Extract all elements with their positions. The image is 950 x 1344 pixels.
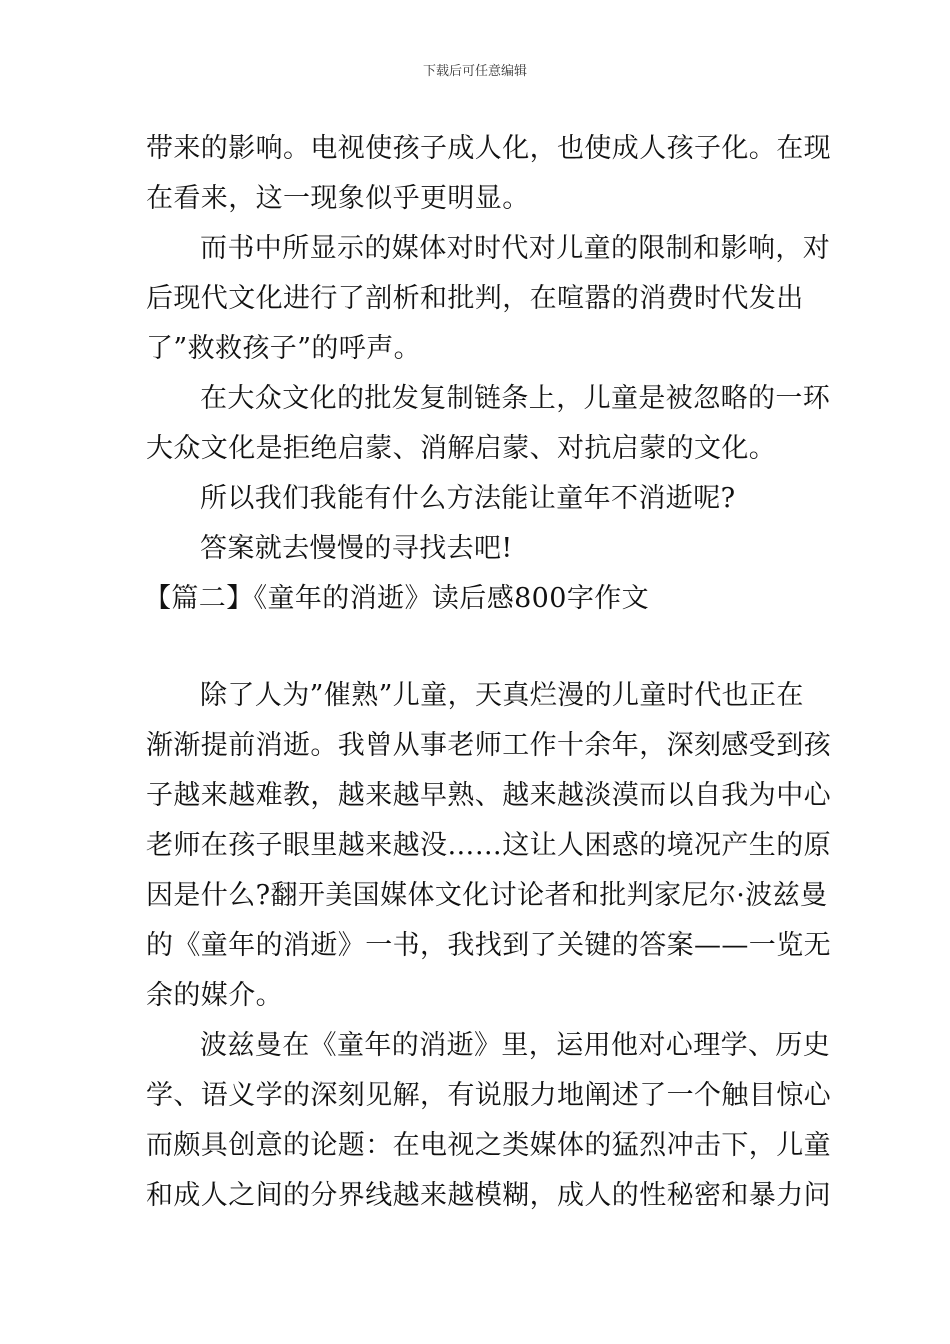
text-line: 带来的影响。电视使孩子成人化，也使成人孩子化。在现 [146,133,831,164]
text-line: 渐渐提前消逝。我曾从事老师工作十余年，深刻感受到孩 [146,730,831,761]
text-line: 因是什么?翻开美国媒体文化讨论者和批判家尼尔·波兹曼 [146,880,828,911]
text-line: 子越来越难教，越来越早熟、越来越淡漠而以自我为中心 [146,780,831,811]
paragraph-start-line: 答案就去慢慢的寻找去吧! [200,533,513,564]
text-line: 了”救救孩子”的呼声。 [146,333,422,364]
text-line: 余的媒介。 [146,980,283,1011]
text-line: 后现代文化进行了剖析和批判，在喧嚣的消费时代发出 [146,283,804,314]
paragraph-start-line: 波兹曼在《童年的消逝》里，运用他对心理学、历史 [200,1030,831,1061]
text-line: 大众文化是拒绝启蒙、消解启蒙、对抗启蒙的文化。 [146,433,777,464]
text-line: 而颇具创意的论题：在电视之类媒体的猛烈冲击下，儿童 [146,1130,831,1161]
text-line: 的《童年的消逝》一书，我找到了关键的答案——一览无 [146,930,831,961]
section-heading: 【篇二】《童年的消逝》读后感800字作文 [144,583,650,614]
paragraph-start-line: 所以我们我能有什么方法能让童年不消逝呢? [200,483,736,514]
page-header-note: 下载后可任意编辑 [422,64,527,79]
text-line: 和成人之间的分界线越来越模糊，成人的性秘密和暴力问 [146,1180,831,1211]
text-line: 老师在孩子眼里越来越没……这让人困惑的境况产生的原 [146,830,831,861]
paragraph-start-line: 在大众文化的批发复制链条上，儿童是被忽略的一环 [200,383,831,414]
text-line: 在看来，这一现象似乎更明显。 [146,183,530,214]
paragraph-start-line: 而书中所显示的媒体对时代对儿童的限制和影响，对 [200,233,831,264]
paragraph-start-line: 除了人为”催熟”儿童，天真烂漫的儿童时代也正在 [200,680,804,711]
text-line: 学、语义学的深刻见解，有说服力地阐述了一个触目惊心 [146,1080,831,1111]
